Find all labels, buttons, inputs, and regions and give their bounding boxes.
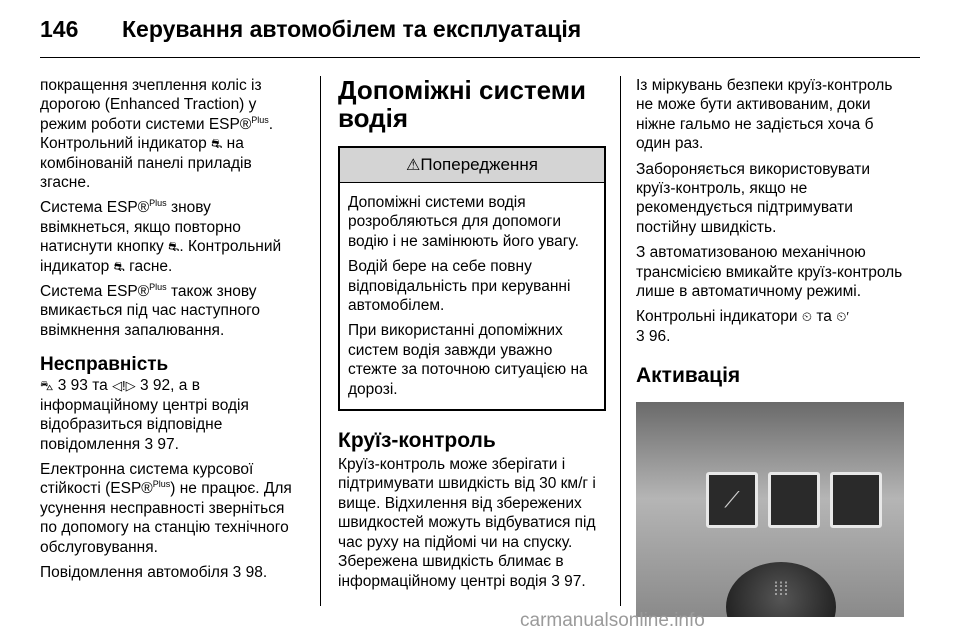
- paragraph: Контрольні індикатори ⏲ та ⏲′ 3 96.: [636, 308, 849, 345]
- cruise-set-icon: ⏲′: [836, 309, 849, 325]
- cruise-switch: [706, 472, 758, 528]
- paragraph: Повідомлення автомобіля 3 98.: [40, 563, 268, 581]
- cruise-heading: Круїз-контроль: [338, 429, 496, 453]
- ref-arrow-icon: 3: [144, 435, 154, 453]
- paragraph: Система ESP®$^{Plus}$ знову ввімкнеться, якщо повторно натиснути кнопку ⛐. Контрольний індикатор ⛐ гасне.: [40, 198, 282, 275]
- warning-box: [338, 146, 606, 411]
- brake-warning-icon: ◁!▷: [112, 378, 136, 394]
- gear-pattern-icon: ⁞⁞⁞: [773, 579, 789, 600]
- gear-knob: [726, 562, 836, 617]
- column-1: [40, 76, 302, 588]
- warning-title: Попередження: [420, 155, 538, 174]
- warning-body: [340, 183, 604, 409]
- blank-switch: [830, 472, 882, 528]
- warning-triangle-icon: ⚠: [406, 157, 421, 174]
- skid-car-icon: ⛍: [40, 378, 54, 394]
- blank-switch: [768, 472, 820, 528]
- paragraph: З автоматизованою механічною трансмісією вмикайте круїз-контроль лише в автоматичному режимі.: [636, 244, 903, 301]
- column-divider: [620, 76, 621, 606]
- paragraph: Система ESP®$^{Plus}$ також знову вмикається під час наступного ввімкнення запалювання.: [40, 281, 261, 339]
- fault-heading: Несправність: [40, 354, 169, 376]
- paragraph: Забороняється використовувати круїз-контроль, якщо не рекомендується підтримувати постійну швидкість.: [636, 160, 870, 236]
- paragraph: Водій бере на себе повну відповідальність при керуванні автомобілем.: [348, 258, 571, 315]
- paragraph: покращення зчеплення коліс із дорогою (Enhanced Traction) у режим роботи системи ESP®$^{Plus}$. Контрольний індикатор ⛐ на комбінованій панелі приладів згасне.: [40, 77, 274, 192]
- paragraph: ⛍ 3 93 та ◁!▷ 3 92, а в інформаційному центрі водія відобразиться відповідне повідомлення 3 97.: [40, 377, 249, 453]
- esp-off-icon: ⛐: [211, 136, 223, 152]
- esp-off-icon: ⛐: [113, 258, 125, 274]
- ref-arrow-icon: 3: [57, 377, 67, 395]
- column-2: [338, 76, 606, 597]
- page-number: 146: [40, 16, 79, 42]
- section-heading: Допоміжні системи водія: [338, 75, 586, 133]
- paragraph: Електронна система курсової стійкості (ESP®$^{Plus}$) не працює. Для усунення несправності зверніться по допомогу на станцію технічного обслуговування.: [40, 460, 292, 556]
- cruise-control-icon: ⏲: [801, 309, 813, 325]
- watermark: carmanualsonline.info: [520, 610, 705, 631]
- paragraph: Круїз-контроль може зберігати і підтримувати швидкість від 30 км/г і вище. Відхилення від збережених швидкостей можуть відбуватися під час руху на підйомі чи на спуску. Збережена швидкість блимає в інформаційному центрі водія 3 97.: [338, 456, 596, 590]
- page-header: [40, 16, 920, 60]
- header-rule: [40, 57, 920, 58]
- activation-heading: Активація: [636, 364, 741, 388]
- paragraph: При використанні допоміжних систем водія завжди уважно стежте за поточною ситуацією на дорозі.: [348, 322, 588, 398]
- paragraph: Допоміжні системи водія розробляються для допомоги водію і не замінюють його увагу.: [348, 194, 579, 250]
- paragraph: Із міркувань безпеки круїз-контроль не може бути активованим, доки ніжне гальмо не задіється хоча б один раз.: [636, 77, 893, 153]
- esp-off-icon: ⛐: [168, 239, 180, 255]
- cruise-switch-icon: ⟋: [724, 487, 740, 513]
- warning-header: [340, 148, 604, 183]
- ref-arrow-icon: 3: [551, 572, 560, 590]
- running-title: Керування автомобілем та експлуатація: [122, 16, 582, 42]
- column-3: [636, 76, 908, 617]
- dashboard-switch-photo: [636, 402, 904, 617]
- ref-arrow-icon: 3: [636, 327, 645, 345]
- ref-arrow-icon: 3: [232, 563, 242, 581]
- ref-arrow-icon: 3: [139, 377, 149, 395]
- column-divider: [320, 76, 321, 606]
